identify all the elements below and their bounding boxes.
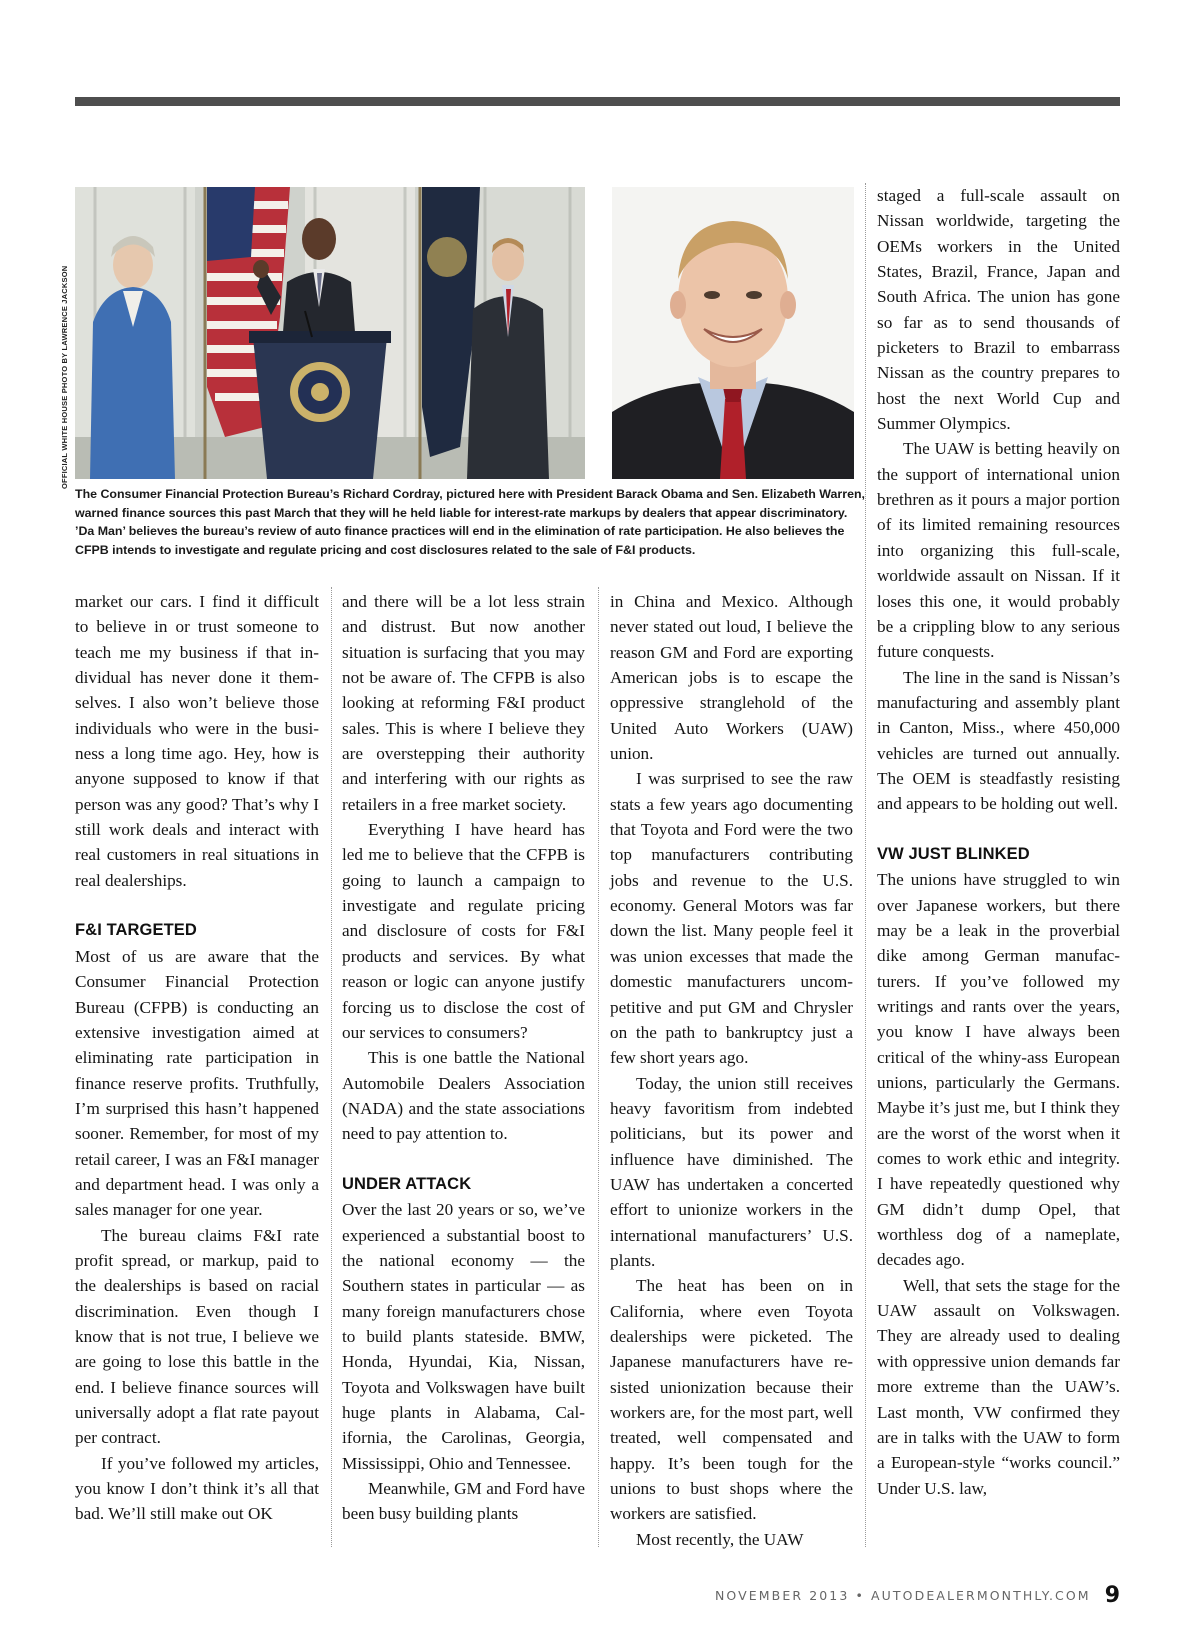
article-column-1	[75, 589, 319, 1527]
folio: NOVEMBER 2013 • AUTODEALERMONTHLY.COM	[714, 1587, 1091, 1603]
article-column-4	[877, 183, 1120, 1501]
page-number: 9	[1104, 1582, 1120, 1608]
paragraph: I was surprised to see the raw stats a few years ago documenting that Toyota and Ford were the two top manufacturers contributing jobs and revenue to the U.S. economy. General Motors was far down the list. Many people feel it was union excesses that made the domestic manufacturers uncompetitive and put GM and Chrysler on the path to bankruptcy just a few short years ago.	[610, 769, 853, 1068]
top-rule	[75, 97, 1120, 106]
paragraph: The line in the sand is Nissan’s manufacturing and assembly plant in Canton, Miss., where 450,000 vehicles are turned out annually. The OEM is steadfastly resisting and appears to be holding out well.	[877, 667, 1120, 814]
column-divider	[331, 587, 332, 1547]
column-divider	[598, 587, 599, 1547]
photo-portrait-illustration	[612, 187, 854, 479]
paragraph: Most of us are aware that the Consumer Financial Protection Bureau (CFPB) is conducting an extensive investigation aimed at eliminating rate participation in finance reserve profits. Truthfully, I’m surprised this hasn’t happened sooner. Remember, for most of my retail career, I was an F&I manager and department head. I was only a sales manager for one year.	[75, 946, 319, 1220]
section-heading-under-attack: UNDER ATTACK	[342, 1174, 472, 1193]
article-column-2	[342, 589, 585, 1527]
paragraph: Today, the union still receives heavy favoritism from indebted politicians, but its power and influence have diminished. The UAW has undertaken a concerted effort to unionize workers in the international manufacturers’ U.S. plants.	[610, 1073, 853, 1270]
paragraph: The unions have struggled to win over Japanese workers, but there may be a leak in the proverbial dike among German manufacturers. If you’ve followed my writings and rants over the years, you know I have always been critical of the whiny-ass European unions, particularly the Germans. Maybe it’s just me, but I think they are the worst of the worst when it comes to work ethic and integrity. I have repeatedly questioned why GM didn’t dump Opel, that worthless dog of a nameplate, decades ago.	[877, 870, 1120, 1270]
photo-credit: OFFICIAL WHITE HOUSE PHOTO BY LAWRENCE JACKSON	[60, 265, 69, 489]
photo-podium-illustration	[75, 187, 585, 479]
section-heading-vw-just-blinked: VW JUST BLINKED	[877, 844, 1030, 863]
paragraph: in China and Mexico. Although never stated out loud, I believe the reason GM and Ford are exporting American jobs is to escape the oppressive stranglehold of the United Auto Workers (UAW) union.	[610, 592, 853, 764]
paragraph: staged a full-scale assault on Nissan worldwide, targeting the OEMs workers in the United States, Brazil, France, Japan and South Africa. The union has gone so far as to send thousands of picketers to Brazil to embarrass Nissan as the country prepares to host the next World Cup and Summer Olympics.	[877, 186, 1120, 434]
article-column-3	[610, 589, 853, 1552]
page-footer	[715, 1580, 1120, 1610]
column-divider	[865, 183, 866, 1547]
paragraph: Everything I have heard has led me to believe that the CFPB is going to launch a campaign to investigate and regulate pricing and disclosure of costs for F&I products and services. By what reason or logic can anyone justify forcing us to disclose the cost of our services to consumers?	[342, 820, 585, 1042]
paragraph: The UAW is betting heavily on the support of international union brethren as it pours a major portion of its limited remaining resources into organizing this full-scale, worldwide assault on Nissan. If it loses this one, it would probably be a crippling blow to any serious future conquests.	[877, 439, 1120, 662]
photo-podium-group	[75, 187, 585, 479]
paragraph: This is one battle the National Automobile Dealers Association (NADA) and the state associations need to pay attention to.	[342, 1048, 585, 1144]
paragraph: If you’ve followed my articles, you know I don’t think it’s all that bad. We’ll still make out OK	[75, 1453, 319, 1524]
paragraph: market our cars. I find it difficult to believe in or trust someone to teach me my business if that individual has never done it themselves. I also won’t believe those individuals who were in the business a long time ago. Hey, how is anyone supposed to know if that person was any good? That’s why I still work deals and interact with real customers in real situations in real dealerships.	[75, 592, 319, 890]
photo-portrait	[612, 187, 854, 479]
paragraph: Meanwhile, GM and Ford have been busy building plants	[342, 1479, 585, 1524]
paragraph: Over the last 20 years or so, we’ve experienced a substantial boost to the national economy — the Southern states in particular — as many foreign manufacturers chose to build plants stateside. BMW, Honda, Hyundai, Kia, Nissan, Toyota and Volkswagen have built huge plants in Alabama, California, the Carolinas, Georgia, Mississippi, Ohio and Tennessee.	[342, 1200, 585, 1473]
section-heading-fi-targeted: F&I TARGETED	[75, 921, 197, 940]
paragraph: The bureau claims F&I rate profit spread, or markup, paid to the dealerships is based on racial discrimination. Even though I know that is not true, I believe we are going to lose this battle in the end. I believe finance sources will universally adopt a flat rate payout per contract.	[75, 1225, 319, 1448]
paragraph: Most recently, the UAW	[636, 1529, 804, 1549]
photo-caption: The Consumer Financial Protection Bureau’s Richard Cordray, pictured here with President Barack Obama and Sen. Elizabeth Warren, warned finance sources this past March that they will he held liable for interest-rate markups by dealers that appear discriminatory. ’Da Man’ believes the bureau’s review of auto finance practices will end in the elimination of rate participation. He also believes the CFPB intends to investigate and regulate pricing and cost disclosures related to the sale of F&I products.	[75, 487, 865, 557]
paragraph: The heat has been on in California, where even Toyota dealerships were picketed. The Japanese manufacturers have resisted unionization because their workers are, for the most part, well treated, well compensated and happy. It’s been tough for the unions to bust shops where the workers are satisfied.	[610, 1276, 853, 1524]
paragraph: and there will be a lot less strain and distrust. But now another situation is surfacing that you may not be aware of. The CFPB is also looking at reforming F&I product sales. This is where I believe they are overstepping their authority and interfering with our rights as retailers in a free market society.	[342, 592, 585, 814]
paragraph: Well, that sets the stage for the UAW assault on Volkswagen. They are already used to dealing with oppressive union demands far more extreme than the UAW’s. Last month, VW confirmed they are in talks with the UAW to form a European-style “works council.” Under U.S. law,	[877, 1275, 1120, 1498]
